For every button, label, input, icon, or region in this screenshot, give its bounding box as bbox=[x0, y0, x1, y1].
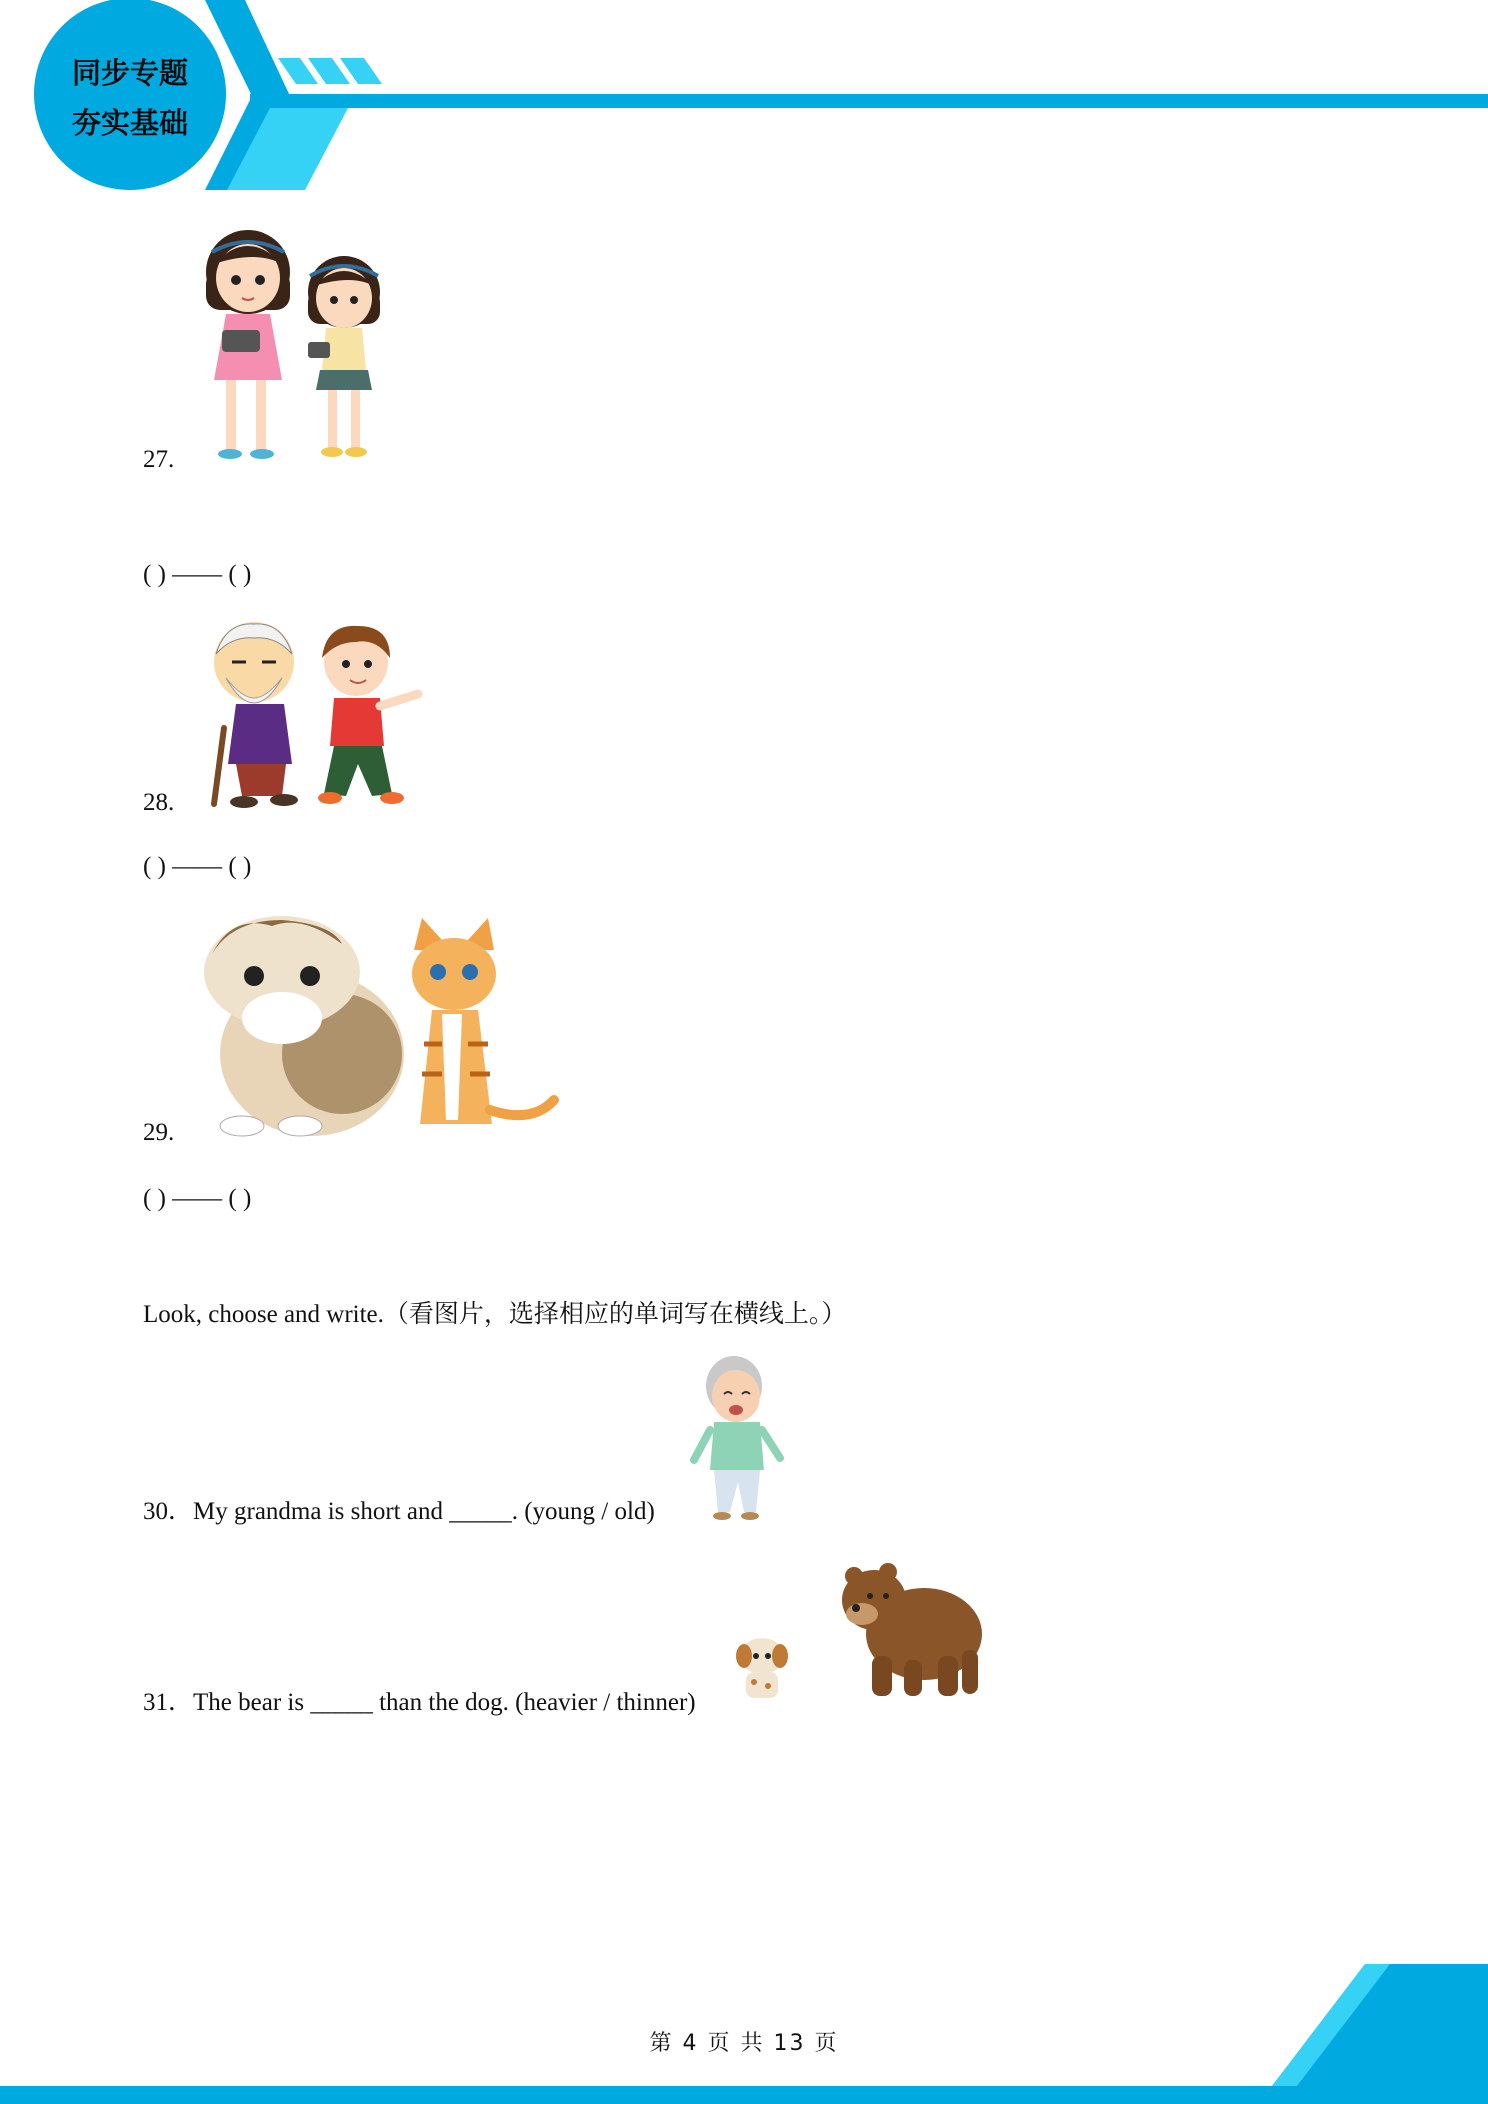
item-line bbox=[143, 1497, 655, 1527]
question-number: 27. bbox=[143, 446, 175, 473]
thin-cat bbox=[412, 918, 554, 1124]
section-instruction: Look, choose and write.（看图片，选择相应的单词写在横线上。） bbox=[143, 1301, 847, 1328]
item-number: 31． bbox=[143, 1689, 194, 1716]
cats-picture bbox=[192, 914, 562, 1144]
dog-picture bbox=[732, 1634, 792, 1704]
answer-blanks: ( ) —— ( ) bbox=[143, 561, 252, 588]
item-sentence: The bear is _____ than the dog. (heavier / thinner) bbox=[193, 1689, 696, 1716]
badge-line-2: 夯实基础 bbox=[71, 106, 188, 140]
girl-right bbox=[308, 256, 380, 457]
fat-cat bbox=[204, 916, 404, 1136]
item-number: 30． bbox=[143, 1498, 194, 1525]
answer-blanks: ( ) —— ( ) bbox=[143, 1185, 252, 1212]
young-boy bbox=[318, 626, 418, 804]
old-man bbox=[214, 622, 298, 808]
question-number: 28. bbox=[143, 789, 175, 816]
answer-blanks: ( ) —— ( ) bbox=[143, 853, 252, 880]
badge-line-1: 同步专题 bbox=[71, 56, 188, 90]
grandma-picture bbox=[690, 1352, 786, 1524]
two-girls-picture bbox=[196, 230, 396, 470]
item-sentence: My grandma is short and _____. (young / old) bbox=[193, 1498, 655, 1525]
page-number: 第 4 页 共 13 页 bbox=[649, 2031, 839, 2056]
question-number: 29. bbox=[143, 1119, 175, 1146]
old-man-boy-picture bbox=[196, 618, 436, 814]
bear-picture bbox=[838, 1560, 984, 1706]
header-bar bbox=[250, 94, 1488, 108]
girl-left bbox=[206, 230, 290, 459]
item-line bbox=[143, 1688, 696, 1718]
footer-bar bbox=[0, 2086, 1488, 2104]
header-badge bbox=[34, 48, 226, 148]
footer-decoration bbox=[0, 1958, 1488, 2104]
